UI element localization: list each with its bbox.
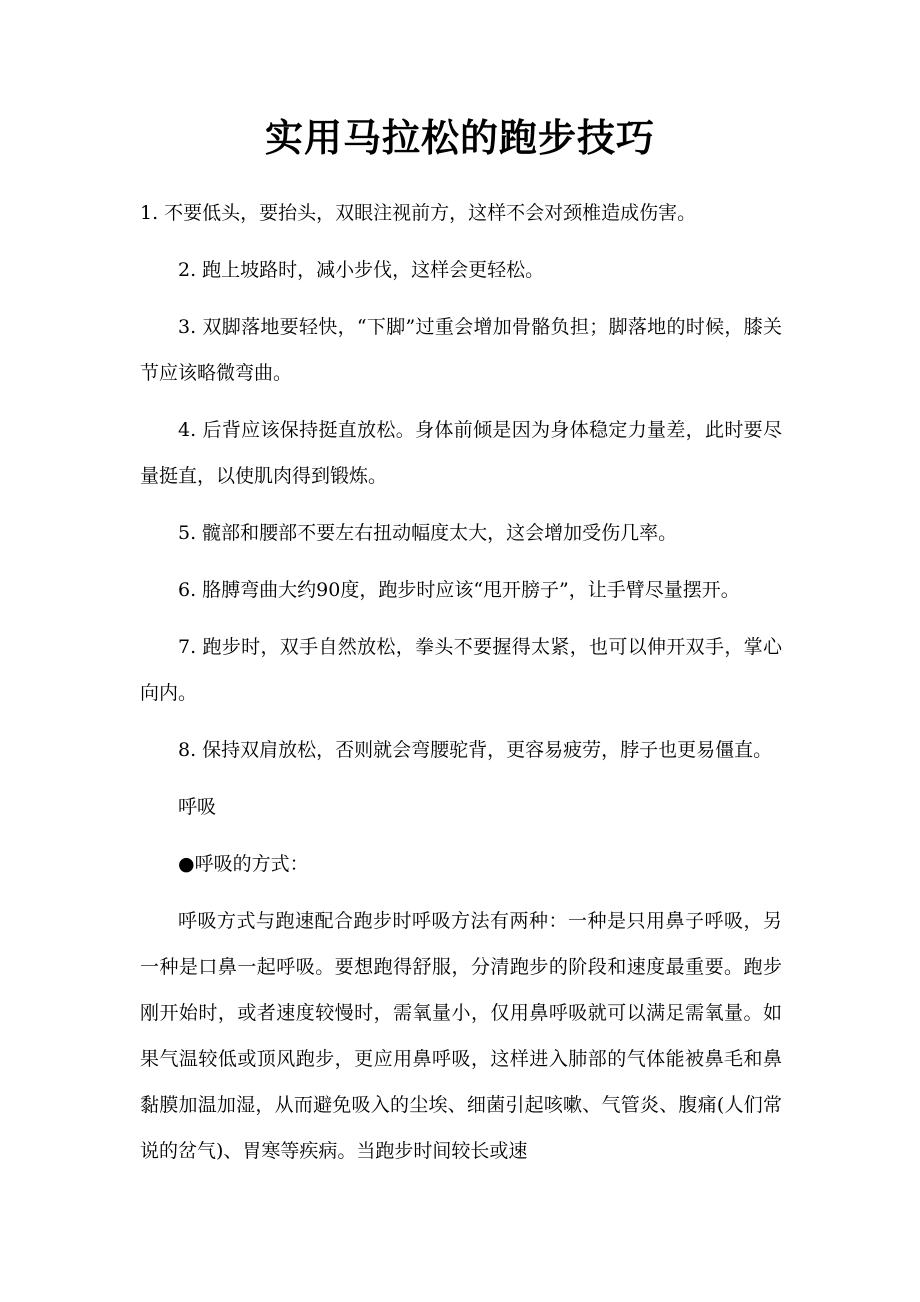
paragraph-breathing-body: 呼吸方式与跑速配合跑步时呼吸方法有两种：一种是只用鼻子呼吸，另一种是口鼻一起呼吸。要想跑得舒服，分清跑步的阶段和速度最重要。跑步刚开始时，或者速度较慢时，需氧量小，仅用鼻呼吸就可以满足需氧量。如果气温较低或顶风跑步，更应用鼻呼吸，这样进入肺部的气体能被鼻毛和鼻黏膜加温加湿，从而避免吸入的尘埃、细菌引起咳嗽、气管炎、腹痛(人们常说的岔气)、胃寒等疾病。当跑步时间较长或速	[140, 910, 782, 1162]
paragraph-tip-2: 2. 跑上坡路时，减小步伐，这样会更轻松。	[178, 259, 545, 281]
paragraph-tip-4: 4. 后背应该保持挺直放松。身体前倾是因为身体稳定力量差，此时要尽量挺直，以使肌肉得到锻炼。	[140, 419, 782, 487]
paragraph-tip-6: 6. 胳膊弯曲大约90度，跑步时应该“甩开膀子”，让手臂尽量摆开。	[178, 579, 740, 601]
paragraph-tip-3: 3. 双脚落地要轻快，“下脚”过重会增加骨骼负担；脚落地的时候，膝关节应该略微弯曲。	[140, 316, 782, 384]
paragraph-tip-1: 1. 不要低头，要抬头，双眼注视前方，这样不会对颈椎造成伤害。	[140, 202, 697, 224]
paragraph-tip-7: 7. 跑步时，双手自然放松，拳头不要握得太紧，也可以伸开双手，掌心向内。	[140, 636, 782, 704]
document-body	[140, 190, 782, 1174]
paragraph-tip-8: 8. 保持双肩放松，否则就会弯腰驼背，更容易疲劳，脖子也更易僵直。	[178, 739, 773, 761]
paragraph-tip-5: 5. 髋部和腰部不要左右扭动幅度太大，这会增加受伤几率。	[178, 522, 678, 544]
section-heading-breathing: 呼吸	[178, 796, 217, 818]
subheading-breathing-method: ●呼吸的方式：	[178, 853, 309, 875]
page-title: 实用马拉松的跑步技巧	[264, 115, 655, 160]
